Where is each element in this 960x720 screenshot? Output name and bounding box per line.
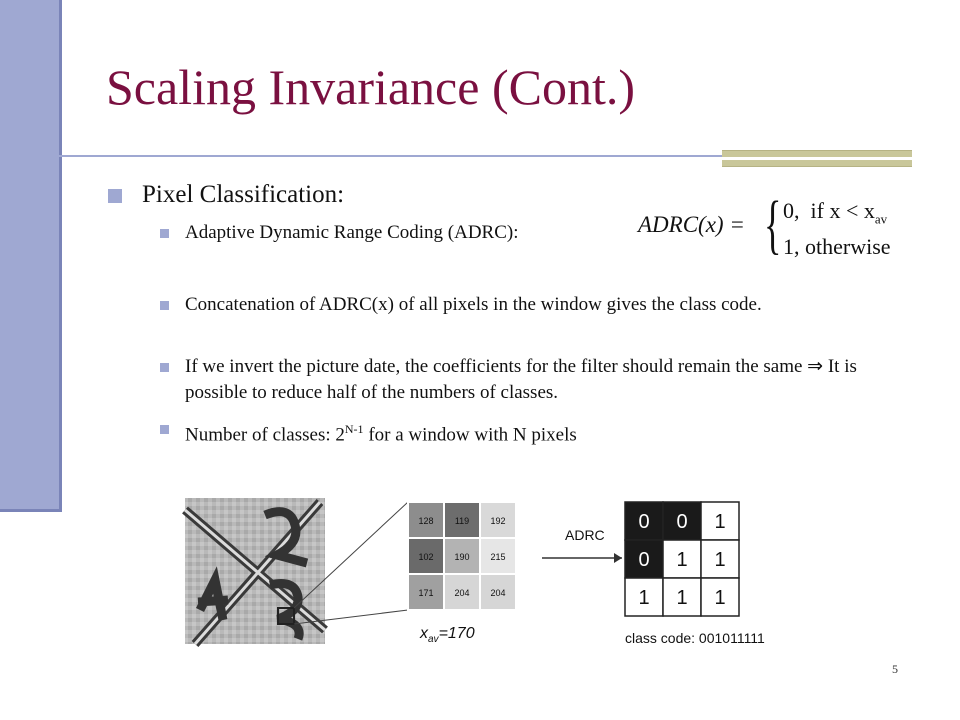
subbullet-text: If we invert the picture date, the coefficients for the filter should remain the same ⇒ It is possible to reduce half of the numbers of classes. bbox=[185, 356, 857, 403]
subbullet-invert bbox=[160, 354, 880, 406]
adrc-formula bbox=[638, 188, 908, 264]
window-cell-value: 204 bbox=[454, 588, 470, 598]
bit-cell-value: 0 bbox=[638, 549, 650, 571]
title-accent-block bbox=[722, 150, 912, 167]
bit-cell-value: 1 bbox=[638, 587, 650, 609]
window-cell-value: 204 bbox=[490, 588, 506, 598]
adrc-arrowhead-icon bbox=[614, 553, 622, 563]
bit-cell-value: 1 bbox=[714, 549, 726, 571]
bit-grid bbox=[625, 502, 739, 616]
bullet-heading-text: Pixel Classification: bbox=[142, 181, 345, 208]
adrc-arrow-label: ADRC bbox=[565, 527, 605, 543]
class-code-label: class code: 001011111 bbox=[625, 630, 765, 646]
window-cell-value: 192 bbox=[490, 516, 506, 526]
subbullet-square-icon bbox=[160, 425, 169, 434]
window-cell-value: 102 bbox=[418, 552, 434, 562]
formula-case-2: 1, otherwise bbox=[783, 234, 891, 259]
page-number: 5 bbox=[892, 662, 898, 676]
bit-cell-value: 1 bbox=[676, 549, 688, 571]
formula-brace: { bbox=[764, 188, 782, 261]
xav-label: $x_{av}=170$ bbox=[420, 625, 475, 645]
formula-lhs: ADRC(x) = bbox=[638, 212, 745, 237]
bullet-pixel-classification bbox=[108, 181, 344, 209]
bit-cell-value: 1 bbox=[714, 511, 726, 533]
subbullet-square-icon bbox=[160, 363, 169, 372]
sample-image bbox=[185, 498, 325, 644]
subbullet-square-icon bbox=[160, 301, 169, 310]
subbullet-text: Number of classes: $2^{N-1}$ for a window with N pixels bbox=[185, 422, 577, 446]
bit-cell-value: 1 bbox=[676, 587, 688, 609]
subbullet-square-icon bbox=[160, 229, 169, 238]
window-cell-value: 128 bbox=[418, 516, 434, 526]
window-cell-value: 215 bbox=[490, 552, 506, 562]
window-cell-value: 119 bbox=[454, 516, 470, 526]
bit-cell-value: 0 bbox=[676, 511, 688, 533]
window-cell-value: 171 bbox=[418, 588, 434, 598]
pixel-window-grid bbox=[408, 502, 516, 610]
slide-title: Scaling Invariance (Cont.) bbox=[106, 59, 635, 115]
left-accent-bar bbox=[0, 0, 62, 512]
subbullet-text: Concatenation of ADRC(x) of all pixels in the window gives the class code. bbox=[185, 294, 762, 315]
bit-cell-value: 1 bbox=[714, 587, 726, 609]
subbullet-number-of-classes bbox=[160, 416, 880, 448]
formula-case-1: 0, if $x < x_{av}$ bbox=[783, 198, 888, 227]
bit-cell-value: 0 bbox=[638, 511, 650, 533]
bullet-square-icon bbox=[108, 189, 122, 203]
subbullet-text: Adaptive Dynamic Range Coding (ADRC): bbox=[185, 222, 519, 243]
adrc-figure bbox=[180, 490, 800, 660]
window-cell-value: 190 bbox=[454, 552, 470, 562]
subbullet-concatenation bbox=[160, 292, 880, 318]
